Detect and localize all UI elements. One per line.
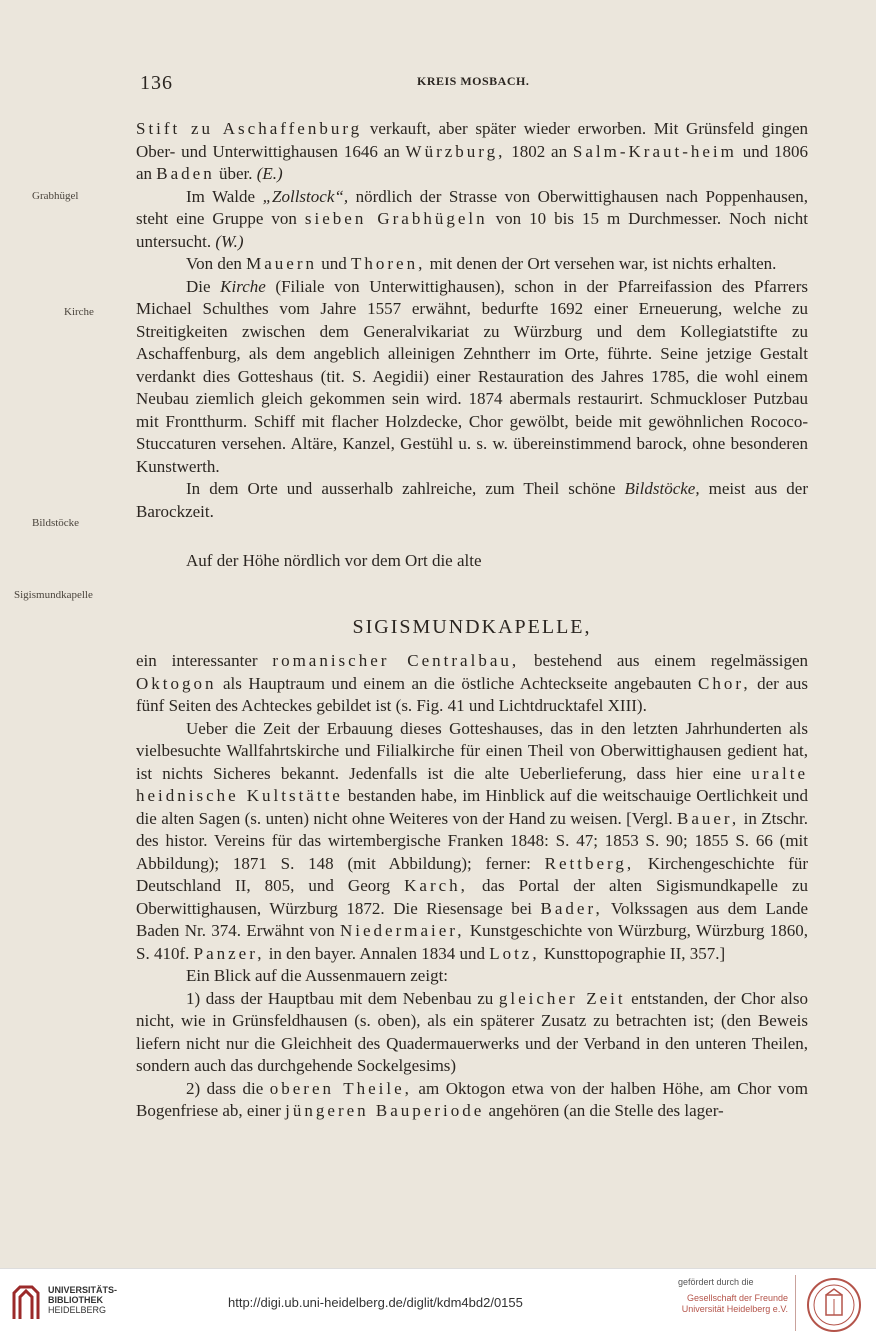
- text: über.: [214, 164, 257, 183]
- text: nördlich der Strasse von Oberwittighausen nach Poppenhausen, steht eine Gruppe von: [136, 186, 808, 228]
- text-spaced: uralte heidnische Kultstätte: [136, 763, 808, 805]
- text: bestanden habe, im Hinblick auf die weitschauige Oertlichkeit und die alten Sagen (s. unten) nicht ohne Weiteres von der Hand zu weisen. [Vergl.: [136, 786, 808, 828]
- text: und 1806 an: [136, 141, 809, 183]
- body-text-lower: [136, 650, 808, 1123]
- author-signature: (E.): [256, 164, 283, 183]
- text-spaced: Thoren,: [351, 254, 426, 273]
- text: Von den: [186, 254, 247, 273]
- text: in Ztschr. des histor. Vereins für das wirtembergische Franken 1848: S. 47; 1853 S. 90; 1855 S. 66 (mit Abbildung); 1871 S. 148 (mit Abbildung); ferner:: [136, 808, 808, 873]
- margin-note-sigismundkapelle: Sigismundkapelle: [14, 589, 93, 601]
- footer-divider: [795, 1275, 796, 1331]
- paragraph: [136, 718, 808, 966]
- text: angehören (an die Stelle des lager-: [484, 1101, 724, 1120]
- text: 2) dass die: [186, 1078, 270, 1098]
- text: 1802 an: [505, 141, 573, 161]
- paragraph: [136, 276, 808, 479]
- text: Im Walde: [186, 186, 263, 206]
- margin-note-kirche: Kirche: [64, 306, 94, 318]
- text-spaced: Bader,: [540, 898, 603, 918]
- text-spaced: Würzburg,: [405, 141, 506, 161]
- paragraph: [136, 186, 808, 254]
- text-italic: „Zollstock“,: [262, 186, 349, 206]
- paragraph: [136, 965, 808, 988]
- section-heading: SIGISMUNDKAPELLE,: [352, 616, 592, 638]
- text-spaced: gleicher Zeit: [498, 988, 626, 1008]
- text-spaced: Bauer,: [677, 808, 740, 828]
- text-spaced: Rettberg,: [544, 853, 635, 873]
- university-seal-icon: [806, 1277, 862, 1333]
- text: Kunstgeschichte von Würzburg, Würzburg 1860, S. 410f.: [136, 921, 808, 963]
- library-line: BIBLIOTHEK: [48, 1295, 103, 1305]
- text: Auf der Höhe nördlich vor dem Ort die alte: [186, 551, 482, 570]
- paragraph: [136, 118, 808, 186]
- text: mit denen der Ort versehen war, ist nichts erhalten.: [425, 254, 777, 273]
- text: Ein Blick auf die Aussenmauern zeigt:: [186, 966, 449, 985]
- text: und: [317, 254, 352, 273]
- text-italic: Kirche: [220, 276, 266, 296]
- text: Volkssagen aus dem Lande Baden Nr. 374. Erwähnt von: [136, 898, 809, 940]
- library-line: UNIVERSITÄTS-: [48, 1285, 118, 1295]
- text-spaced: Panzer,: [193, 943, 265, 963]
- library-line: HEIDELBERG: [48, 1305, 107, 1315]
- text-spaced: jüngeren Bauperiode: [285, 1101, 485, 1120]
- paragraph: [136, 650, 808, 718]
- margin-note-bildstoecke: Bildstöcke: [32, 517, 80, 529]
- society-line: Universität Heidelberg e.V.: [681, 1304, 788, 1314]
- footer-bar: [0, 1268, 876, 1337]
- text-spaced: Baden: [156, 164, 215, 183]
- text-spaced: Chor,: [698, 673, 751, 693]
- paragraph: [136, 550, 808, 573]
- university-library-logo-icon: [10, 1283, 42, 1323]
- text-spaced: oberen Theile,: [269, 1078, 412, 1098]
- society-line: Gesellschaft der Freunde: [686, 1293, 788, 1303]
- text: das Portal der alten Sigismundkapelle zu Oberwittighausen, Würzburg 1872. Die Riesensage bei: [136, 876, 808, 918]
- text: bestehend aus einem regelmässigen: [519, 651, 808, 670]
- text-spaced: sieben Grabhügeln: [304, 209, 488, 228]
- text: entstanden, der Chor also nicht, wie in Grünsfeldhausen (s. oben), als ein späterer Zusatz zu betrachten ist; (den Beweis liefern nicht nur die Gleichheit des Quadermauerwerks und der Verband in den unteren Theilen, sondern auch das durchgehende Sockelgesims): [136, 988, 808, 1075]
- text: In dem Orte und ausserhalb zahlreiche, zum Theil schöne: [186, 479, 625, 498]
- text: Ueber die Zeit der Erbauung dieses Gotteshauses, das in den letzten Jahrhunderten als vielbesuchte Wallfahrtskirche und Filialkirche für einen Theil von Oberwittighausen gedient hat, ist nichts Sicheres bekannt. Jedenfalls ist die alte Ueberlieferung, dass hier eine: [136, 718, 808, 783]
- text: (Filiale von Unterwittighausen), schon in der Pfarreifassion des Pfarrers Michael Schulthes vom Jahre 1557 erwähnt, bedurfte 1692 einer Erneuerung, welche zu Streitigkeiten zwischen dem Generalvikariat zu Würzburg und dem Kollegiatstifte zu Aschaffenburg, als dem angeblich alleinigen Zehntherr im Orte, führte. Seine jetzige Gestalt verdankt dies Gotteshaus (tit. S. Aegidii) einer Restauration des Jahres 1785, die wohl einem Neubau ziemlich gleich gekommen sein wird. 1874 abermals restaurirt. Schmuckloser Putzbau mit Frontthurm. Schiff mit flacher Holzdecke, Chor gewölbt, beide mit gewöhnlichen Rococo-Stuccaturen versehen. Altäre, Kanzel, Gestühl u. s. w. übereinstimmend barock, ohne besonderen Kunstwerth.: [136, 276, 808, 476]
- text-italic: Bildstöcke,: [624, 479, 700, 498]
- text-spaced: Stift zu Aschaffenburg: [136, 119, 363, 138]
- funded-by-label: gefördert durch die: [678, 1277, 754, 1287]
- text: Kirchengeschichte für Deutschland II, 805, und Georg: [136, 853, 809, 895]
- text-spaced: Niedermaier,: [340, 921, 465, 940]
- text: meist aus der Barockzeit.: [136, 479, 808, 521]
- text: Die: [186, 276, 221, 296]
- text-spaced: Salm-Kraut-heim: [572, 141, 737, 161]
- text-spaced: Oktogon: [136, 673, 217, 693]
- permalink-url[interactable]: http://digi.ub.uni-heidelberg.de/diglit/kdm4bd2/0155: [228, 1295, 523, 1310]
- text: am Oktogon etwa von der halben Höhe, am Chor vom Bogenfriese ab, einer: [136, 1078, 808, 1120]
- body-text-upper: [136, 118, 808, 573]
- paragraph: [136, 1078, 808, 1123]
- paragraph: [136, 988, 808, 1078]
- text: Kunsttopographie II, 357.]: [539, 943, 726, 963]
- text: 1) dass der Hauptbau mit dem Nebenbau zu: [186, 988, 499, 1008]
- text: ein interessanter: [136, 651, 273, 670]
- text-spaced: Karch,: [404, 876, 468, 895]
- page-number: 136: [140, 72, 173, 94]
- library-name: [48, 1285, 117, 1315]
- text-spaced: Lotz,: [489, 943, 540, 963]
- paragraph: [136, 478, 808, 523]
- margin-note-grabhuegel: Grabhügel: [32, 190, 79, 202]
- text: in den bayer. Annalen 1834 und: [264, 943, 490, 963]
- text: der aus fünf Seiten des Achteckes gebildet ist (s. Fig. 41 und Lichtdrucktafel XIII).: [136, 673, 808, 715]
- text-spaced: romanischer Centralbau,: [272, 651, 520, 670]
- running-head: KREIS MOSBACH.: [417, 74, 530, 88]
- text: von 10 bis 15 m Durchmesser. Noch nicht untersucht.: [136, 209, 808, 251]
- text: als Hauptraum und einem an die östliche Achteckseite angebauten: [216, 673, 699, 693]
- society-name: [678, 1293, 788, 1315]
- text-spaced: Mauern: [246, 254, 318, 273]
- text: verkauft, aber später wieder erworben. Mit Grünsfeld gingen Ober- und Unterwittighausen 1646 an: [136, 119, 808, 161]
- author-signature: (W.): [215, 231, 244, 251]
- paragraph: [136, 253, 808, 276]
